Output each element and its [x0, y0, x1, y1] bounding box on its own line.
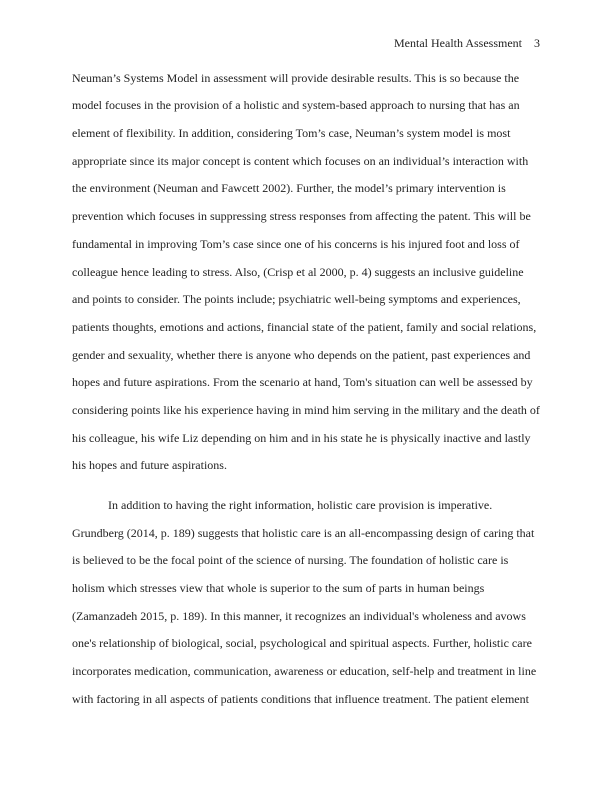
text-line: Grundberg (2014, p. 189) suggests that holistic care is an all-encompassing design of caring that [72, 526, 535, 540]
text-line: colleague hence leading to stress. Also, (Crisp et al 2000, p. 4) suggests an inclusive guideline [72, 265, 524, 279]
text-line: one's relationship of biological, social, psychological and spiritual aspects. Further, holistic care [72, 636, 532, 650]
text-line: the environment (Neuman and Fawcett 2002). Further, the model’s primary intervention is [72, 181, 506, 195]
text-line: hopes and future aspirations. From the scenario at hand, Tom's situation can well be assessed by [72, 375, 533, 389]
text-line: his hopes and future aspirations. [72, 458, 227, 472]
text-line: appropriate since its major concept is content which focuses on an individual’s interaction with [72, 154, 529, 168]
text-line: considering points like his experience having in mind him serving in the military and the death of [72, 403, 540, 417]
text-line: (Zamanzadeh 2015, p. 189). In this manner, it recognizes an individual's wholeness and avows [72, 609, 526, 623]
text-line: incorporates medication, communication, awareness or education, self-help and treatment in line [72, 664, 537, 678]
text-line: model focuses in the provision of a holistic and system-based approach to nursing that has an [72, 98, 520, 112]
text-line: prevention which focuses in suppressing stress responses from affecting the patent. This will be [72, 209, 531, 223]
text-line: Neuman’s Systems Model in assessment will provide desirable results. This is so because the [72, 71, 520, 85]
text-line: is believed to be the focal point of the science of nursing. The foundation of holistic care is [72, 553, 509, 567]
text-line: his colleague, his wife Liz depending on him and in his state he is physically inactive and lastly [72, 431, 531, 445]
text-line: patients thoughts, emotions and actions, financial state of the patient, family and social relations, [72, 320, 537, 334]
text-line: and points to consider. The points include; psychiatric well-being symptoms and experiences, [72, 292, 521, 306]
text-line: In addition to having the right information, holistic care provision is imperative. [108, 498, 493, 512]
text-line: element of flexibility. In addition, considering Tom’s case, Neuman’s system model is most [72, 126, 511, 140]
text-line: fundamental in improving Tom’s case since one of his concerns is his injured foot and loss of [72, 237, 520, 251]
text-line: with factoring in all aspects of patients conditions that influence treatment. The patient element [72, 692, 529, 706]
text-line: holism which stresses view that whole is superior to the sum of parts in human beings [72, 581, 485, 595]
text-line: gender and sexuality, whether there is anyone who depends on the patient, past experiences and [72, 348, 531, 362]
page-number: 3 [534, 36, 540, 50]
running-header [394, 36, 540, 50]
running-title: Mental Health Assessment [394, 36, 522, 50]
